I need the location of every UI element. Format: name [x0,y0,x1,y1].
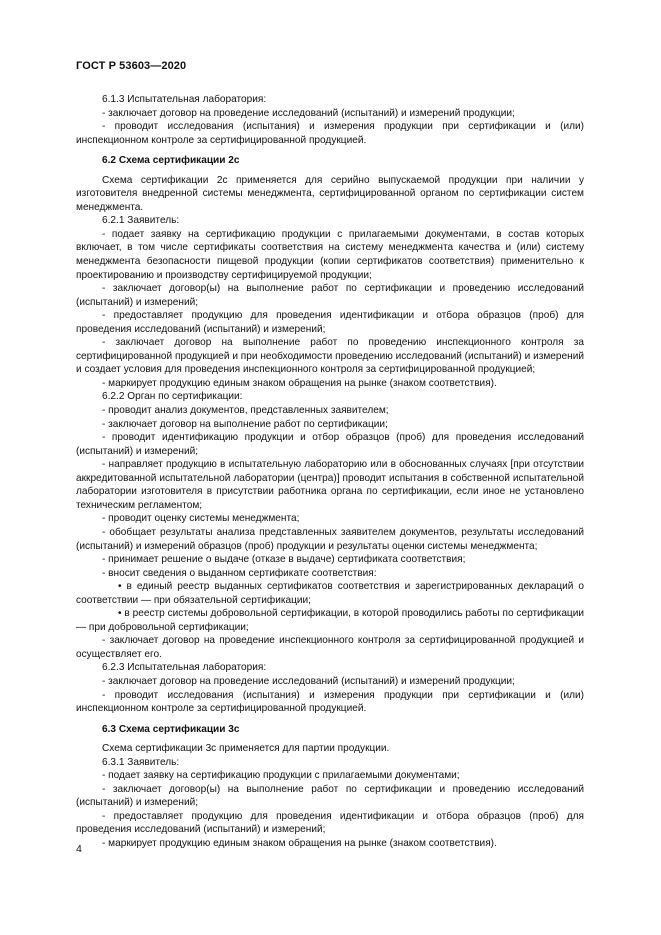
paragraph: - предоставляет продукцию для проведения идентификации и отбора образцов (проб) для проведения исследований (испытаний) и измерений; [76,810,584,836]
paragraph: - маркирует продукцию единым знаком обращения на рынке (знаком соответствия). [102,377,497,389]
paragraph: - заключает договор на выполнение работ по проведению инспекционного контроля за сертифицированной продукцией и при необходимости проведению исследований (испытаний) и измерений и создает условия для проведения инспекционного контроля за сертифицированной продукцией; [76,337,584,376]
document-header: ГОСТ Р 53603—2020 [76,60,187,72]
paragraph: - подает заявку на сертификацию продукции с прилагаемыми документами; [102,770,460,782]
paragraph: - заключает договор на проведение исследований (испытаний) и измерений продукции; [102,675,515,687]
sub-list-item: • в единый реестр выданных сертификатов соответствия и зарегистрированных деклараций о соответствии — при обязательной сертификации; [76,581,584,606]
paragraph: - заключает договор на проведение инспекционного контроля за сертифицированной продукцией и осуществляет его. [76,635,584,660]
paragraph: - предоставляет продукцию для проведения идентификации и отбора образцов (проб) для проведения исследований (испытаний) и измерений; [76,310,584,335]
paragraph: 6.2.1 Заявитель: [102,215,180,227]
paragraph: - вносит сведения о выданном сертификате соответствия: [102,567,377,579]
paragraph: 6.1.3 Испытательная лаборатория: [102,94,267,105]
sub-list-item: • в реестр системы добровольной сертификации, в которой проводились работы по сертификации — при добровольной сертификации; [76,608,584,633]
section-heading: 6.3 Схема сертификации 3с [102,723,240,735]
paragraph: - заключает договор(ы) на выполнение работ по сертификации и проведению исследований (испытаний) и измерений; [76,283,584,308]
paragraph: 6.3.1 Заявитель: [102,756,180,768]
paragraph: - маркирует продукцию единым знаком обращения на рынке (знаком соответствия). [102,837,497,849]
paragraph: - проводит исследования (испытания) и измерения продукции при сертификации и (или) инспекционном контроле за сертифицированной продукцией. [76,689,584,715]
section-heading: 6.2 Схема сертификации 2с [102,155,240,167]
document-body [76,93,584,851]
paragraph: - проводит оценку системы менеджмента; [102,513,300,525]
paragraph: - принимает решение о выдаче (отказе в выдаче) сертификата соответствия; [102,554,466,566]
paragraph: - заключает договор(ы) на выполнение работ по сертификации и проведению исследований (испытаний) и измерений; [76,783,584,809]
paragraph: - заключает договор на выполнение работ по сертификации; [102,418,388,430]
paragraph: - проводит идентификацию продукции и отбор образцов (проб) для проведения исследований (испытаний) и измерений; [76,432,584,457]
paragraph: Схема сертификации 3с применяется для партии продукции. [102,743,390,755]
paragraph: - обобщает результаты анализа представленных заявителем документов, результаты исследований (испытаний) и измерений образцов (проб) продукции и результаты оценки системы менеджмента; [76,526,584,552]
paragraph: Схема сертификации 2с применяется для серийно выпускаемой продукции при наличии у изготовителя внедренной системы менеджмента, сертифицированной органом по сертификации систем менеджмента. [76,174,584,213]
paragraph: - направляет продукцию в испытательную лабораторию или в обоснованных случаях [при отсутствии аккредитованной испытательной лаборатории (центра)] проводит испытания в собственной испытательной лаборатории изготовителя в присутствии работника органа по сертификации, если иное не установлено техническим регламентом; [76,459,584,511]
paragraph: - проводит анализ документов, представленных заявителем; [102,405,389,417]
paragraph: 6.2.3 Испытательная лаборатория: [102,662,267,674]
page-number: 4 [76,843,82,855]
paragraph: - заключает договор на проведение исследований (испытаний) и измерений продукции; [102,107,515,119]
paragraph: 6.2.2 Орган по сертификации: [102,391,243,403]
paragraph: - подает заявку на сертификацию продукции с прилагаемыми документами, в состав которых включает, в том числе сертификаты соответствия на систему менеджмента качества и (или) систему менеджмента безопасности пищевой продукции (копии сертификатов соответствия) применительно к проектированию и производству сертифицируемой продукции; [76,228,584,281]
paragraph: - проводит исследования (испытания) и измерения продукции при сертификации и (или) инспекционном контроле за сертифицированной продукцией. [76,121,584,146]
